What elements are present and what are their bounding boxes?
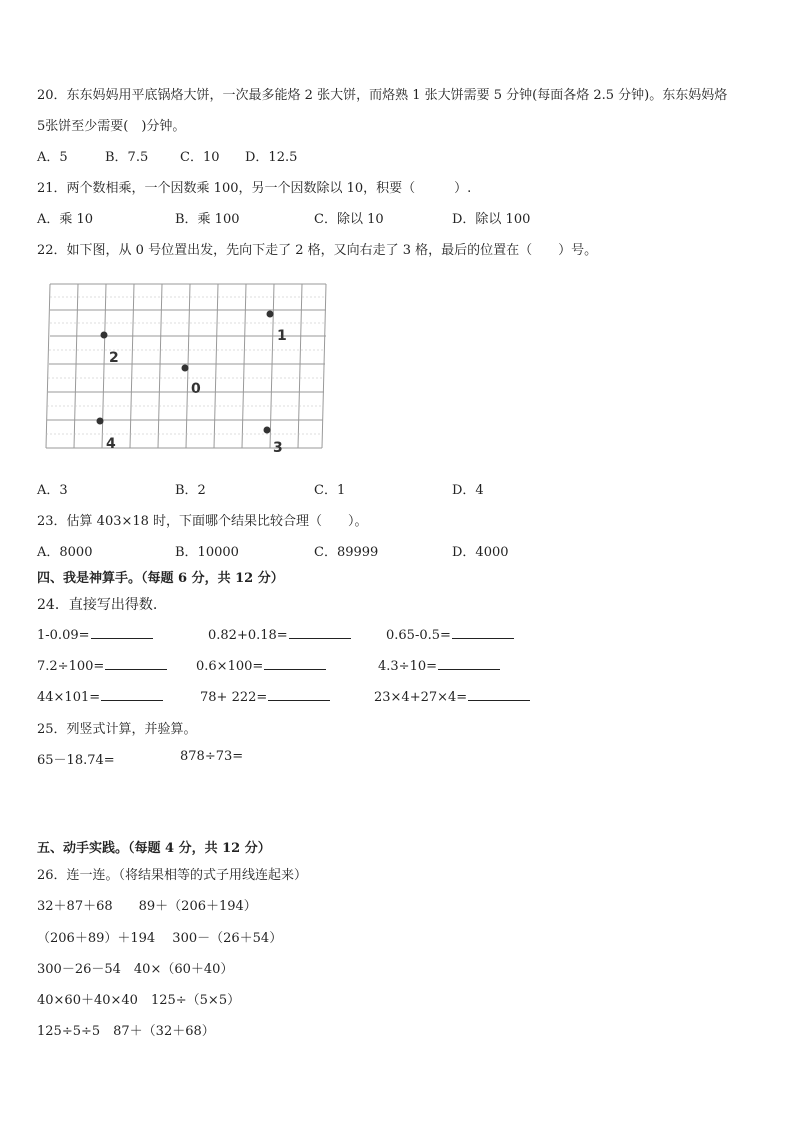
answer-blank[interactable] bbox=[452, 626, 514, 639]
grid-label-2: 2 bbox=[109, 350, 119, 366]
grid-point-2 bbox=[101, 332, 108, 339]
q20-text-line1: 20．东东妈妈用平底锅烙大饼，一次最多能烙 2 张大饼，而烙熟 1 张大饼需要 5 分钟(每面各烙 2.5 分钟)。东东妈妈烙 bbox=[37, 88, 728, 103]
section-5-title: 五、动手实践。（每题 4 分，共 12 分） bbox=[37, 841, 271, 856]
q24-item-3: 0.65-0.5= bbox=[386, 626, 514, 643]
answer-blank[interactable] bbox=[264, 657, 326, 670]
q26-text: 26．连一连。（将结果相等的式子用线连起来） bbox=[37, 868, 308, 883]
q23-text: 23．估算 403×18 时，下面哪个结果比较合理（ ）。 bbox=[37, 514, 368, 529]
q23-option-b: B．10000 bbox=[175, 545, 239, 560]
q23-option-d: D．4000 bbox=[452, 545, 509, 560]
grid-label-3: 3 bbox=[273, 440, 283, 454]
grid-point-1 bbox=[267, 311, 274, 318]
q20-option-c: C．10 bbox=[180, 150, 220, 165]
q20-option-d: D．12.5 bbox=[245, 150, 298, 165]
q24-item-8: 78+ 222= bbox=[200, 688, 330, 705]
q26-row-1: 32＋87＋68 89＋（206＋194） bbox=[37, 899, 257, 914]
q24-item-6: 4.3÷10= bbox=[378, 657, 500, 674]
q24-item-9: 23×4+27×4= bbox=[374, 688, 530, 705]
answer-blank[interactable] bbox=[268, 688, 330, 701]
answer-blank[interactable] bbox=[289, 626, 351, 639]
q23-option-c: C．89999 bbox=[314, 545, 379, 560]
grid-point-3 bbox=[264, 427, 271, 434]
q26-row-4: 40×60＋40×40 125÷（5×5） bbox=[37, 993, 241, 1008]
grid-label-0: 0 bbox=[191, 381, 201, 397]
q21-option-c: C．除以 10 bbox=[314, 212, 384, 227]
q20-text-line2: 5张饼至少需要( )分钟。 bbox=[37, 119, 186, 134]
q25-item-2: 878÷73= bbox=[180, 749, 244, 764]
grid-label-4: 4 bbox=[106, 436, 116, 452]
q25-text: 25．列竖式计算，并验算。 bbox=[37, 722, 197, 737]
q21-text: 21．两个数相乘，一个因数乘 100，另一个因数除以 10，积要（ ）. bbox=[37, 181, 472, 196]
q24-text: 24．直接写出得数. bbox=[37, 597, 158, 613]
q26-row-3: 300－26－54 40×（60＋40） bbox=[37, 962, 234, 977]
q22-option-c: C．1 bbox=[314, 483, 346, 498]
q22-text: 22．如下图，从 0 号位置出发，先向下走了 2 格，又向右走了 3 格，最后的位置在（ ）号。 bbox=[37, 243, 598, 258]
q24-item-2: 0.82+0.18= bbox=[208, 626, 351, 643]
q21-option-a: A．乘 10 bbox=[37, 212, 94, 227]
q22-option-b: B．2 bbox=[175, 483, 206, 498]
grid-point-4 bbox=[97, 418, 104, 425]
q25-item-1: 65－18.74= bbox=[37, 753, 115, 768]
answer-blank[interactable] bbox=[438, 657, 500, 670]
q21-option-d: D．除以 100 bbox=[452, 212, 531, 227]
q20-option-b: B．7.5 bbox=[105, 150, 149, 165]
answer-blank[interactable] bbox=[105, 657, 167, 670]
grid-point-0 bbox=[182, 365, 189, 372]
position-grid-figure bbox=[42, 276, 330, 454]
answer-blank[interactable] bbox=[91, 626, 153, 639]
q20-option-a: A．5 bbox=[37, 150, 68, 165]
q21-option-b: B．乘 100 bbox=[175, 212, 240, 227]
q22-option-a: A．3 bbox=[37, 483, 68, 498]
q26-row-2: （206＋89）＋194 300－（26＋54） bbox=[37, 931, 283, 946]
q24-item-4: 7.2÷100= bbox=[37, 657, 167, 674]
grid-label-1: 1 bbox=[277, 328, 287, 344]
q24-item-1: 1-0.09= bbox=[37, 626, 153, 643]
q24-item-5: 0.6×100= bbox=[196, 657, 326, 674]
section-4-title: 四、我是神算手。（每题 6 分，共 12 分） bbox=[37, 571, 284, 586]
answer-blank[interactable] bbox=[468, 688, 530, 701]
answer-blank[interactable] bbox=[101, 688, 163, 701]
q23-option-a: A．8000 bbox=[37, 545, 93, 560]
q26-row-5: 125÷5÷5 87＋（32＋68） bbox=[37, 1024, 215, 1039]
q24-item-7: 44×101= bbox=[37, 688, 163, 705]
q22-option-d: D．4 bbox=[452, 483, 484, 498]
